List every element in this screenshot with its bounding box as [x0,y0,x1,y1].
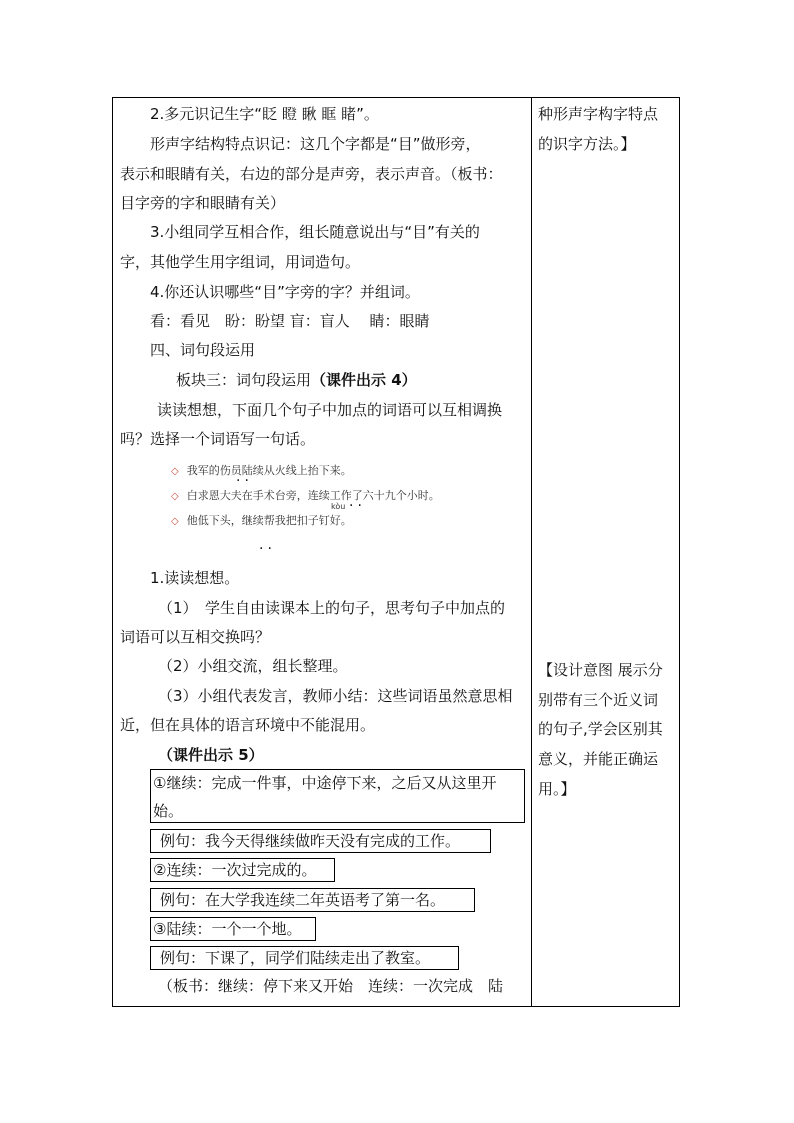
diamond-icon: ◇ [171,466,179,477]
example-sentence-3: ◇ 他低下头，继续帮我把扣子钉好。 [171,514,352,527]
example-box: 例句：我今天得继续做昨天没有完成的工作。 [150,829,491,853]
text-line: 2.多元识记生字“眨 瞪 瞅 眶 睹”。 [150,105,379,123]
side-text-line: 意义，并能正确运 [538,750,659,768]
text-line: 字，其他学生用字组词，用词造句。 [120,253,361,271]
side-text-line: 的句子,学会区别其 [538,720,663,738]
text-line: 吗？选择一个词语写一句话。 [120,430,316,448]
block-heading: 板块三：词句段运用（课件出示 4） [176,371,417,389]
lesson-table [112,97,680,1007]
example-box: 例句：下课了，同学们陆续走出了教室。 [150,946,459,970]
board-notes: （板书：继续：停下来又开始 连续：一次完成 陆 [158,977,504,995]
text-line: 1.读读想想。 [150,569,240,587]
emphasis-dots: ·· [236,473,253,489]
example-box: 例句：在大学我连续二年英语考了第一名。 [150,888,475,912]
courseware-note: （课件出示 4） [311,371,417,389]
text-line: 词语可以互相交换吗？ [120,628,271,646]
side-text-line: 种形声字构字特点 [538,105,659,123]
text-line: 3.小组同学互相合作，组长随意说出与“目”有关的 [150,223,480,241]
courseware-note: （课件出示 5） [158,746,264,764]
example-sentence-2: ◇ 白求恩大夫在手术台旁，连续工作了六十九个小时。 [171,489,440,502]
diamond-icon: ◇ [171,491,179,502]
text-line: （3）小组代表发言，教师小结：这些词语虽然意思相 [158,687,513,705]
text-line: 目字旁的字和眼睛有关） [120,194,286,212]
pinyin-annotation: kòu [331,502,346,511]
side-text-line: 的识字方法。】 [538,135,636,153]
emphasis-dots: ·· [349,498,366,514]
text-line: 4.你还认识哪些“目”字旁的字？并组词。 [150,283,420,301]
example-sentence-1: ◇ 我军的伤员陆续从火线上抬下来。 [171,464,352,477]
definition-box-jixu: ①继续：完成一件事，中途停下来，之后又从这里开 始。 [150,769,525,823]
text-line: 看：看见 盼：盼望 盲：盲人 睛：眼睛 [150,312,430,330]
diamond-icon: ◇ [171,516,179,527]
side-text-line: 别带有三个近义词 [538,691,659,709]
emphasis-dots: ·· [259,541,276,557]
design-intent-cell [532,98,680,1006]
teaching-process-cell [113,98,531,1006]
text-line: 读读想想，下面几个句子中加点的词语可以互相调换 [157,401,503,419]
side-text-line: 【设计意图 展示分 [538,661,663,679]
text-line: （1） 学生自由读课本上的句子，思考句子中加点的 [158,599,506,617]
definition-box-lianxu: ②连续：一次过完成的。 [150,858,335,882]
section-heading: 四、词句段运用 [150,341,256,359]
definition-box-luxu: ③陆续：一个一个地。 [150,917,316,941]
text-line: 近，但在具体的语言环境中不能混用。 [120,716,376,734]
text-line: 表示和眼睛有关，右边的部分是声旁，表示声音。（板书： [120,165,503,183]
side-text-line: 用。】 [538,780,576,798]
text-line: 形声字结构特点识记：这几个字都是“目”做形旁， [150,135,481,153]
text-line: （2）小组交流，组长整理。 [158,657,348,675]
